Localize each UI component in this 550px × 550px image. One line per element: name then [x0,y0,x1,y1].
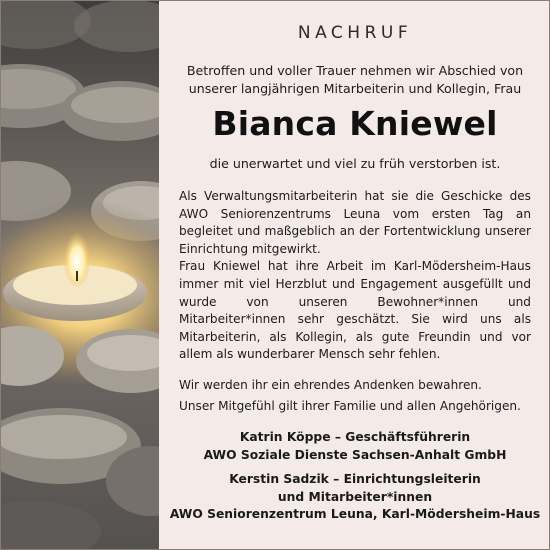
signer-1-name: Katrin Köppe – Geschäftsführerin [239,430,471,444]
tribute-body [179,188,531,364]
tribute-paragraph-3: Wir werden ihr ein ehrendes Andenken bewahren. [179,378,482,392]
tealight-candles-photo [1,1,159,549]
intro-line-1: Betroffen und voller Trauer nehmen wir Abschied von [186,63,524,78]
tribute-paragraph-2: Frau Kniewel hat ihre Arbeit im Karl-Mödersheim-Haus immer mit viel Herzblut und Engagement ausgefüllt und wurde von unseren Bewohner*innen und Mitarbeiter*innen sehr geschätzt. Sie wird uns als Mitarbeiterin, als Kollegin, als gute Freundin und vor allem als wunderbarer Mensch sehr fehlen. [179,259,531,362]
obituary-text-panel [169,1,541,549]
intro-text [169,62,541,98]
tribute-paragraph-1: Als Verwaltungsmitarbeiterin hat sie die Geschicke des AWO Seniorenzentrums Leuna vom ersten Tag an begleitet und maßgeblich an der Fortentwicklung unserer Einrichtung mitgewirkt. [179,189,531,256]
subline: die unerwartet und viel zu früh verstorben ist. [209,156,501,171]
signer-2-staff: und Mitarbeiter*innen [277,489,433,504]
signer-2-name: Kerstin Sadzik – Einrichtungsleiterin [229,472,481,486]
tribute-paragraph-4: Unser Mitgefühl gilt ihrer Familie und allen Angehörigen. [179,399,521,413]
notice-heading: NACHRUF [297,23,413,43]
deceased-name: Bianca Kniewel [212,104,498,143]
signer-2-organization: AWO Seniorenzentrum Leuna, Karl-Mödersheim-Haus [169,507,541,522]
intro-line-2: unserer langjährigen Mitarbeiterin und Kollegin, Frau [188,81,522,96]
signature-block-2 [169,471,541,524]
signer-1-organization: AWO Soziale Dienste Sachsen-Anhalt GmbH [203,447,507,462]
signature-block-1 [169,429,541,464]
